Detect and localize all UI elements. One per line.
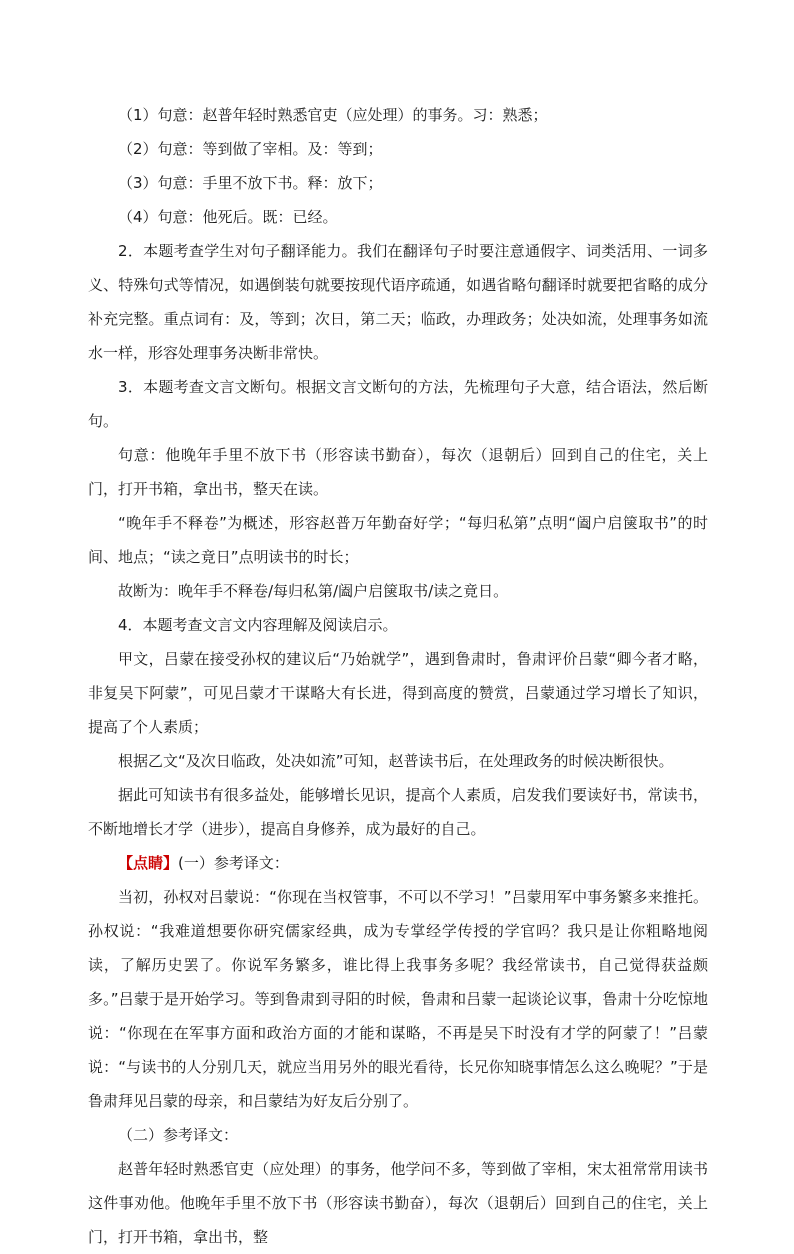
answer-4-text-b: 根据乙文“及次日临政，处决如流”可知，赵普读书后，在处理政务的时候决断很快。 [118,752,674,770]
answer-3-meaning: 句意：他晚年手里不放下书（形容读书勤奋），每次（退朝后）回到自己的住宅，关上门，打开书箱，拿出书，整天在读。 [88,446,708,498]
answer-line-2: （2）句意：等到做了宰相。及：等到； [118,140,383,158]
answer-3-punctuation: 3．本题考查文言文断句。根据文言文断句的方法，先梳理句子大意，结合语法，然后断句。 [88,378,708,430]
answer-3-analysis: “晚年手不释卷”为概述，形容赵普万年勤奋好学；“每归私第”点明“阖户启箧取书”的时间、地点；“读之竟日”点明读书的时长； [88,514,708,566]
answer-4-conclusion: 据此可知读书有很多益处，能够增长见识，提高个人素质，启发我们要读好书，常读书，不断地增长才学（进步），提高自身修养，成为最好的自己。 [88,786,708,838]
highlight-label: 【点睛】 [118,854,179,872]
answer-4-text-a: 甲文，吕蒙在接受孙权的建议后“乃始就学”，遇到鲁肃时，鲁肃评价吕蒙“卿今者才略，非复吴下阿蒙”，可见吕蒙才干谋略大有长进，得到高度的赞赏，吕蒙通过学习增长了知识，提高了个人素质； [88,650,708,736]
answer-3-result: 故断为：晚年手不释卷/每归私第/阖户启箧取书/读之竟日。 [118,582,509,600]
answer-2-translation: 2．本题考查学生对句子翻译能力。我们在翻译句子时要注意通假字、词类活用、一词多义、特殊句式等情况，如遇倒装句就要按现代语序疏通，如遇省略句翻译时就要把省略的成分补充完整。重点词有：及，等到；次日，第二天；临政，办理政务；处决如流，处理事务如流水一样，形容处理事务决断非常快。 [88,242,708,362]
answer-line-4: （4）句意：他死后。既：已经。 [118,208,338,226]
answer-line-1: （1）句意：赵普年轻时熟悉官吏（应处理）的事务。习：熟悉； [118,106,548,124]
translation-two: 赵普年轻时熟悉官吏（应处理）的事务，他学问不多，等到做了宰相，宋太祖常常用读书这件事劝他。他晚年手里不放下书（形容读书勤奋），每次（退朝后）回到自己的住宅，关上门，打开书箱，拿出书，整 [88,1160,708,1246]
document-body [88,98,708,1254]
highlight-rest: (一）参考译文： [178,854,289,872]
answer-line-3: （3）句意：手里不放下书。释：放下； [118,174,383,192]
translation-one: 当初，孙权对吕蒙说：“你现在当权管事，不可以不学习！”吕蒙用军中事务繁多来推托。孙权说：“我难道想要你研究儒家经典，成为专掌经学传授的学官吗？我只是让你粗略地阅读，了解历史罢了。你说军务繁多，谁比得上我事务多呢？我经常读书，自己觉得获益颇多。”吕蒙于是开始学习。等到鲁肃到寻阳的时候，鲁肃和吕蒙一起谈论议事，鲁肃十分吃惊地说：“你现在在军事方面和政治方面的才能和谋略，不再是吴下时没有才学的阿蒙了！”吕蒙说：“与读书的人分别几天，就应当用另外的眼光看待，长兄你知晓事情怎么这么晚呢？”于是鲁肃拜见吕蒙的母亲，和吕蒙结为好友后分别了。 [88,888,708,1110]
translation-two-heading: （二）参考译文： [118,1126,239,1144]
answer-4-heading: 4．本题考查文言文内容理解及阅读启示。 [118,616,398,634]
highlight-heading [88,846,708,880]
